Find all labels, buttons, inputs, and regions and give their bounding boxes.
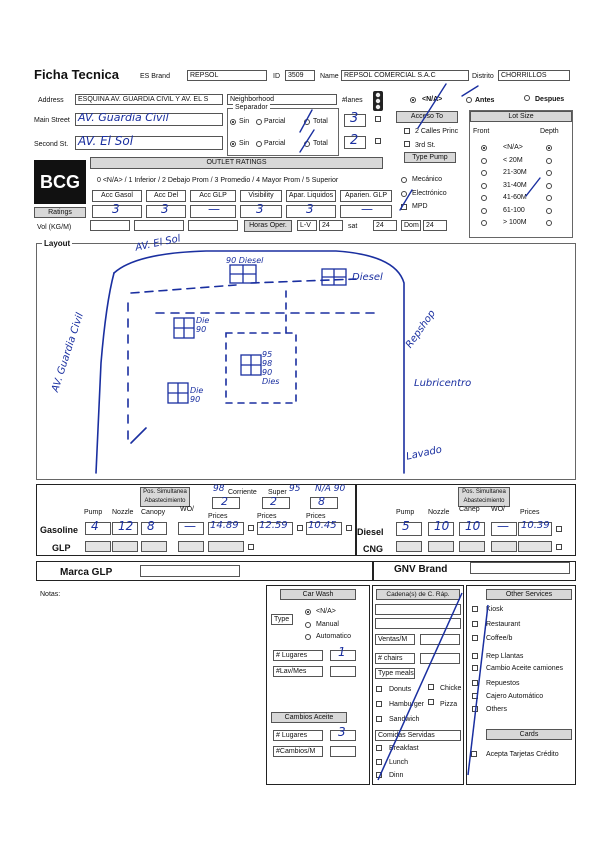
- name-label: Name: [320, 73, 339, 80]
- lv-label-field: L-V: [297, 220, 317, 231]
- main-sin-label: Sin: [239, 118, 250, 125]
- diesel-price-check[interactable]: [556, 526, 562, 532]
- wash-auto-radio[interactable]: [305, 634, 311, 640]
- dinner-label: Dinn: [389, 772, 404, 779]
- price-value-1: 12.59: [259, 520, 288, 531]
- diesel-value-0: 5: [402, 519, 410, 533]
- diesel-value-3: —: [497, 519, 509, 533]
- distrito-label: Distrito: [472, 73, 494, 80]
- pump-label: Pump: [84, 509, 103, 516]
- cng-box-0[interactable]: [396, 541, 422, 552]
- gas-value-0: 4: [91, 519, 99, 533]
- second-street-handwriting: AV. El Sol: [78, 134, 134, 148]
- second-lanes-handwriting: 2: [350, 133, 359, 148]
- dos-calles-label: 2 Calles Princ: [415, 128, 459, 135]
- pen-marks: [0, 0, 596, 260]
- price-check-0[interactable]: [248, 525, 254, 531]
- lot-option-label: 21-30M: [503, 169, 527, 176]
- wash-na-radio[interactable]: [305, 609, 311, 615]
- second-parcial-label: Parcial: [264, 140, 286, 147]
- rating-scale-text: 0 <N/A> / 1 Inferior / 2 Debajo Prom / 3 Promedio / 4 Mayor Prom / 5 Superior: [97, 177, 339, 184]
- cng-price-box[interactable]: [518, 541, 552, 552]
- gas-value-1: 12: [118, 519, 134, 533]
- sat-field[interactable]: 24: [373, 220, 397, 231]
- address-field[interactable]: ESQUINA AV. GUARDIA CIVIL Y AV. EL S: [75, 94, 223, 105]
- breakfast-label: Breakfast: [389, 745, 419, 752]
- canopy-label: Canopy: [141, 509, 166, 516]
- gas-value-2: 8: [147, 519, 155, 533]
- main-total-label: Total: [313, 118, 328, 125]
- glp-box-1[interactable]: [112, 541, 138, 552]
- mecanico-label: Mecánico: [412, 176, 442, 183]
- rating-value-2: —: [208, 202, 220, 216]
- lot-option-label: 31-40M: [503, 181, 527, 189]
- prices-label-3: Prices: [306, 513, 326, 520]
- pos-value-2: 2: [270, 495, 277, 508]
- lubricentro-annotation: Lubricentro: [414, 378, 472, 389]
- wash-manual-label: Manual: [316, 621, 339, 628]
- diesel-top-annotation: 90 Diesel: [226, 256, 264, 265]
- diesel-value-2: 10: [465, 519, 481, 533]
- price-value-2: 10.45: [308, 520, 337, 531]
- acceso-button[interactable]: Acceso To: [396, 111, 458, 123]
- service-label: Repuestos: [486, 680, 520, 687]
- diesel-value-1: 10: [434, 519, 450, 533]
- hdr-hw-2: 95: [289, 484, 301, 494]
- repshop-annotation: Repshop: [404, 308, 438, 351]
- lot-size-title: Lot Size: [470, 111, 572, 122]
- hdr-hw-3: N/A 90: [315, 484, 346, 494]
- corriente-label: Corriente: [228, 489, 257, 496]
- second-sin-label: Sin: [239, 140, 250, 147]
- despues-label: Despues: [535, 96, 565, 103]
- cambios-title: Cambios Aceite: [271, 712, 347, 723]
- cards-title: Cards: [486, 729, 572, 740]
- wash-lugares-label: # Lugares: [273, 650, 323, 661]
- donuts-label: Donuts: [389, 686, 412, 693]
- lavado-annotation: Lavado: [405, 444, 443, 463]
- cng-label: CNG: [363, 544, 383, 554]
- lv-field[interactable]: 24: [319, 220, 343, 231]
- ventas-label: Ventas/M: [375, 634, 415, 645]
- pos-value-1: 2: [221, 495, 228, 508]
- diesel-price-value: 10.39: [521, 520, 550, 531]
- cambios-lugares-label: # Lugares: [273, 730, 323, 741]
- glp-box-2[interactable]: [141, 541, 167, 552]
- dom-field[interactable]: 24: [423, 220, 447, 231]
- glp-box-0[interactable]: [85, 541, 111, 552]
- neighborhood-field[interactable]: Neighborhood: [227, 94, 337, 105]
- super-label: Super: [268, 489, 287, 496]
- cambios-mes-label: #Cambios/M: [273, 746, 323, 757]
- rating-header-0: Acc Gasol: [92, 190, 142, 202]
- sat-label: sat: [348, 223, 358, 230]
- front-label: Front: [473, 128, 490, 135]
- glp-check[interactable]: [248, 544, 254, 550]
- second-total-label: Total: [313, 140, 328, 147]
- wash-lugares-value: 1: [338, 645, 346, 659]
- island-center-annotation: 95 98 90 Dies: [262, 350, 280, 386]
- hdr-hw-1: 98: [213, 484, 225, 494]
- service-label: Cambio Aceite camiones: [486, 665, 564, 672]
- sandwich-label: Sandwich: [389, 716, 420, 723]
- type-label: Type: [271, 614, 293, 625]
- glp-label: GLP: [52, 543, 71, 553]
- rating-header-1: Acc Del: [146, 190, 186, 202]
- prices-label-1: Prices: [208, 513, 228, 520]
- island-left-bottom-annotation: Die 90: [190, 386, 204, 404]
- av-sol-annotation: AV. El Sol: [134, 233, 182, 254]
- service-label: Others: [486, 706, 508, 713]
- gnv-brand-field[interactable]: [470, 562, 570, 574]
- rating-header-4: Apar. Liquidos: [286, 190, 336, 202]
- distrito-field[interactable]: CHORRILLOS: [498, 70, 570, 81]
- rating-header-3: Visibility: [240, 190, 282, 202]
- rating-header-5: Aparien. GLP: [340, 190, 392, 202]
- acepta-label: Acepta Tarjetas Crédito: [486, 751, 559, 758]
- bcg-logo: BCG: [34, 160, 86, 204]
- gnv-brand-label: GNV Brand: [394, 564, 448, 575]
- chicken-label: Chicke: [440, 685, 462, 692]
- car-wash-title: Car Wash: [280, 589, 356, 600]
- marca-glp-field[interactable]: [140, 565, 240, 577]
- island-left-top-annotation: Die 90: [196, 316, 210, 334]
- gasoline-label: Gasoline: [40, 525, 79, 535]
- wo-label: WO/: [180, 506, 194, 513]
- diesel-right-annotation: Diesel: [352, 272, 383, 283]
- brand-divider: [372, 561, 374, 581]
- diesel-label: Diesel: [357, 527, 384, 537]
- lot-option-label: > 100M: [503, 219, 527, 226]
- main-street-handwriting: AV. Guardia Civil: [78, 111, 169, 124]
- cng-box-3[interactable]: [491, 541, 517, 552]
- wash-manual-radio[interactable]: [305, 622, 311, 628]
- prices-label-2: Prices: [257, 513, 277, 520]
- lot-option-label: 61-100: [503, 206, 525, 214]
- wash-lav-field[interactable]: [330, 666, 356, 677]
- layout-title: Layout: [44, 239, 71, 248]
- rating-value-4: 3: [306, 202, 314, 216]
- marca-glp-label: Marca GLP: [60, 567, 113, 578]
- es-brand-field[interactable]: REPSOL: [187, 70, 267, 81]
- es-brand-label: ES Brand: [140, 73, 170, 80]
- rating-header-2: Acc GLP: [190, 190, 236, 202]
- notes-label: Notas:: [40, 591, 61, 598]
- cambios-mes-field[interactable]: [330, 746, 356, 757]
- main-parcial-label: Parcial: [264, 118, 286, 125]
- wash-na-label: <N/A>: [316, 608, 336, 615]
- address-label: Address: [38, 97, 64, 104]
- vol-label: Vol (KG/M): [37, 224, 72, 231]
- price-check-1[interactable]: [297, 525, 303, 531]
- service-label: Cajero Automático: [486, 693, 544, 700]
- rating-value-0: 3: [112, 202, 120, 216]
- main-lanes-handwriting: 3: [350, 111, 359, 126]
- lot-option-label: < 20M: [503, 156, 523, 164]
- price-check-2[interactable]: [346, 525, 352, 531]
- outlet-ratings-title: OUTLET RATINGS: [90, 157, 383, 169]
- rating-value-5: —: [361, 202, 373, 216]
- type-meals-label: Type meals: [375, 668, 415, 679]
- wash-auto-label: Automatico: [316, 633, 352, 640]
- id-label: ID: [273, 73, 280, 80]
- av-guardia-annotation: AV. Guardia Civil: [50, 311, 86, 394]
- hamburger-label: Hamburger: [389, 701, 425, 708]
- pizza-label: Pizza: [440, 701, 458, 708]
- service-label: Rep Llantas: [486, 653, 524, 660]
- cng-box-1[interactable]: [428, 541, 454, 552]
- layout-sketch: [36, 243, 576, 480]
- cambios-lugares-value: 3: [338, 725, 346, 739]
- service-label: Coffee/b: [486, 635, 513, 642]
- other-services-title: Other Services: [486, 589, 572, 600]
- na-position-label: <N/A>: [422, 96, 443, 103]
- main-street-label: Main Street: [34, 117, 70, 124]
- comidas-label: Comidas Servidas: [375, 730, 461, 741]
- canep-label: Canep: [459, 506, 480, 513]
- horas-button[interactable]: Horas Oper.: [244, 220, 292, 232]
- second-street-label: Second St.: [34, 141, 69, 148]
- chairs-label: # chairs: [375, 653, 415, 664]
- diesel-nozzle-label: Nozzle: [428, 509, 450, 516]
- lanes-label: #lanes: [342, 97, 363, 104]
- antes-label: Antes: [475, 97, 495, 104]
- service-label: Restaurant: [486, 621, 521, 628]
- diesel-pump-label: Pump: [396, 509, 415, 516]
- pos-value-3: 8: [318, 495, 325, 508]
- type-pump-button[interactable]: Type Pump: [404, 152, 456, 163]
- lot-option-label: <N/A>: [503, 144, 523, 151]
- price-value-0: 14.89: [210, 520, 239, 531]
- other-services-strike-mark: [466, 585, 576, 785]
- rating-value-1: 3: [161, 202, 169, 216]
- fuel-divider: [355, 484, 357, 556]
- rating-value-3: 3: [256, 202, 264, 216]
- id-field[interactable]: 3509: [285, 70, 315, 81]
- cng-box-2[interactable]: [459, 541, 485, 552]
- depth-label: Depth: [540, 128, 559, 135]
- mpd-label: MPD: [412, 203, 428, 210]
- nozzle-label: Nozzle: [112, 509, 134, 516]
- dom-label-field: Dom: [401, 220, 421, 231]
- pos-simultanea-gasoline: Pos. Simultanea Abastecimiento: [140, 487, 190, 507]
- cadena-strike-mark: [372, 585, 464, 785]
- third-street-label: 3rd St.: [415, 142, 436, 149]
- separador-label: Separador: [235, 104, 268, 111]
- cadena-title: Cadena(s) de C. Ráp.: [376, 589, 460, 600]
- page-title: Ficha Tecnica: [34, 67, 120, 82]
- service-label: Kiosk: [486, 606, 504, 613]
- glp-box-3[interactable]: [178, 541, 204, 552]
- lot-option-label: 41-60M: [503, 194, 527, 201]
- pos-simultanea-diesel: Pos. Simultanea Abastecimiento: [458, 487, 510, 507]
- glp-box-4[interactable]: [208, 541, 244, 552]
- cng-price-check[interactable]: [556, 544, 562, 550]
- wash-lav-label: #Lav/Mes: [273, 666, 323, 677]
- diesel-prices-label: Prices: [520, 509, 540, 516]
- ratings-label: Ratings: [34, 207, 86, 218]
- electronico-label: Electrónico: [412, 190, 447, 197]
- gas-value-3: —: [184, 519, 196, 533]
- name-field[interactable]: REPSOL COMERCIAL S.A.C: [341, 70, 469, 81]
- lunch-label: Lunch: [389, 759, 409, 766]
- diesel-wo-label: WO/: [491, 506, 505, 513]
